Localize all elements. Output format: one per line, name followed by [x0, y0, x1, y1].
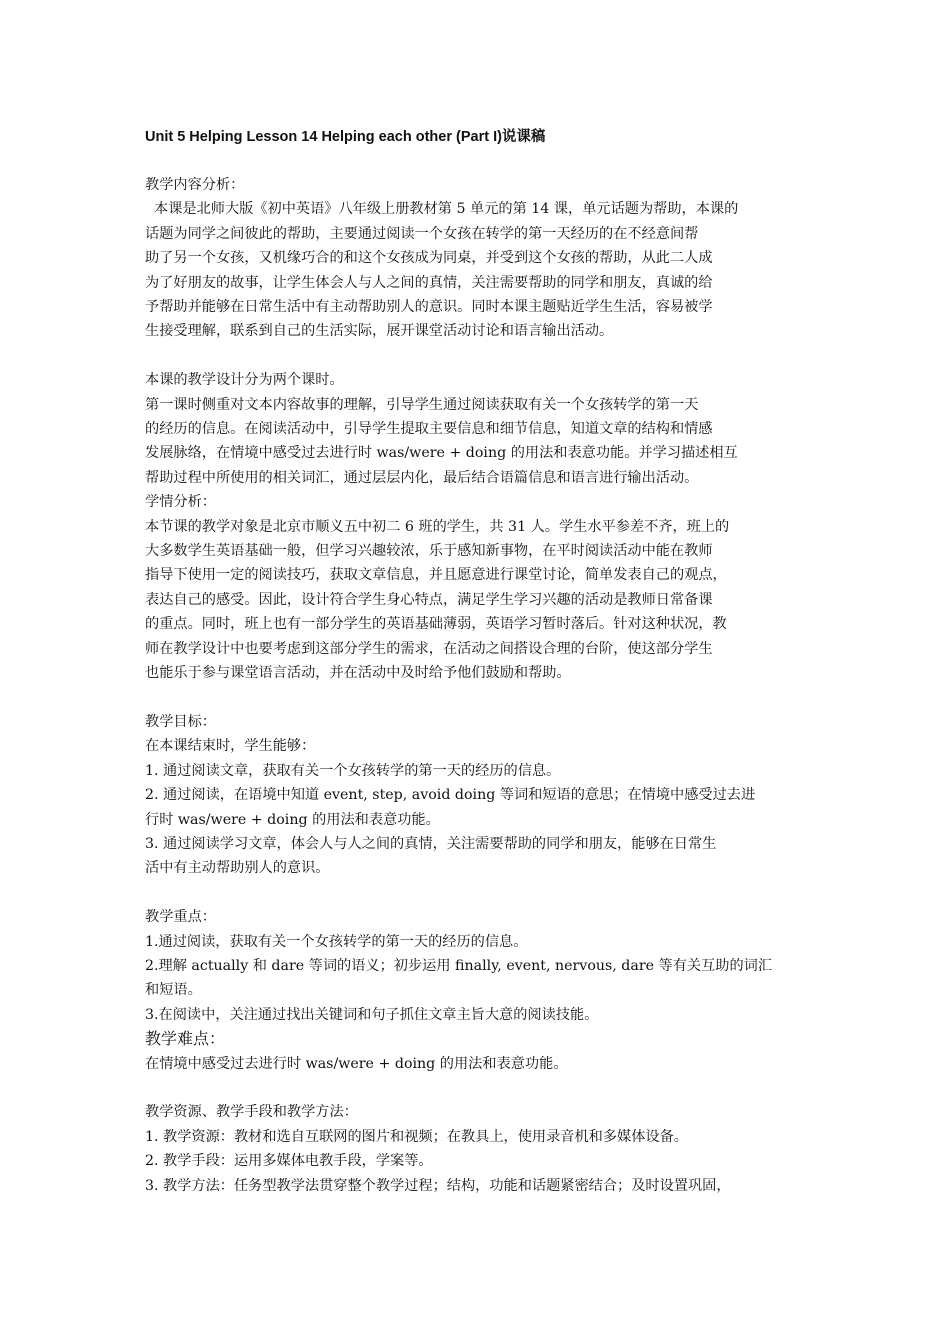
text-line: 指导下使用一定的阅读技巧，获取文章信息，并且愿意进行课堂讨论，简单发表自己的观点，: [145, 567, 727, 584]
text-line: 的经历的信息。在阅读活动中，引导学生提取主要信息和细节信息，知道文章的结构和情感: [145, 421, 713, 438]
text-line: 3.在阅读中，关注通过找出关键词和句子抓住文章主旨大意的阅读技能。: [145, 1006, 599, 1023]
text-line: 2. 通过阅读，在语境中知道 event, step, avoid doing 等词和短语的意思；在情境中感受过去进: [145, 787, 756, 804]
document-body: [145, 125, 810, 1198]
text-line: 3. 教学方法：任务型教学法贯穿整个教学过程；结构，功能和话题紧密结合；及时设置巩固，: [145, 1177, 731, 1194]
text-line: 在本课结束时，学生能够：: [145, 738, 316, 755]
text-line: 帮助过程中所使用的相关词汇，通过层层内化，最后结合语篇信息和语言进行输出活动。: [145, 469, 699, 486]
text-line: 教学重点：: [145, 909, 216, 926]
blank-line: [145, 686, 810, 710]
text-line: 也能乐于参与课堂语言活动，并在活动中及时给予他们鼓励和帮助。: [145, 665, 571, 682]
text-line: 本课的教学设计分为两个课时。: [145, 372, 344, 389]
text-line: 2.理解 actually 和 dare 等词的语义；初步运用 finally, event, nervous, dare 等有关互助的词汇: [145, 957, 773, 974]
text-line: 生接受理解，联系到自己的生活实际，展开课堂活动讨论和语言输出活动。: [145, 323, 614, 340]
text-line: 1. 通过阅读文章，获取有关一个女孩转学的第一天的经历的信息。: [145, 762, 561, 779]
blank-line: [145, 1076, 810, 1100]
text-line: 教学目标：: [145, 713, 216, 730]
text-line: 和短语。: [145, 982, 202, 999]
text-line: 教学资源、教学手段和教学方法：: [145, 1104, 358, 1121]
text-line: 教学内容分析：: [145, 177, 245, 193]
text-line: 表达自己的感受。因此，设计符合学生身心特点，满足学生学习兴趣的活动是教师日常备课: [145, 591, 713, 608]
text-line: 予帮助并能够在日常生活中有主动帮助别人的意识。同时本课主题贴近学生生活，容易被学: [145, 299, 713, 316]
text-line: 为了好朋友的故事，让学生体会人与人之间的真情，关注需要帮助的同学和朋友，真诚的给: [145, 274, 713, 291]
text-line: 1.通过阅读，获取有关一个女孩转学的第一天的经历的信息。: [145, 933, 528, 950]
text-line: 行时 was/were + doing 的用法和表意功能。: [145, 811, 440, 828]
text-line: 1. 教学资源：教材和选自互联网的图片和视频；在教具上，使用录音机和多媒体设备。: [145, 1128, 688, 1145]
document-text: [145, 173, 810, 1198]
text-line: 3. 通过阅读学习文章，体会人与人之间的真情，关注需要帮助的同学和朋友，能够在日常生: [145, 835, 717, 852]
blank-line: [145, 344, 810, 368]
text-line: 发展脉络，在情境中感受过去进行时 was/were + doing 的用法和表意功能。并学习描述相互: [145, 445, 738, 462]
text-line: 的重点。同时，班上也有一部分学生的英语基础薄弱，英语学习暂时落后。针对这种状况，教: [145, 616, 727, 633]
text-line: 本节课的教学对象是北京市顺义五中初二 6 班的学生，共 31 人。学生水平参差不齐，班上的: [145, 518, 730, 535]
blank-line: [145, 881, 810, 905]
text-line: 在情境中感受过去进行时 was/were + doing 的用法和表意功能。: [145, 1055, 568, 1072]
text-line: 第一课时侧重对文本内容故事的理解，引导学生通过阅读获取有关一个女孩转学的第一天: [145, 396, 699, 413]
text-line: 大多数学生英语基础一般，但学习兴趣较浓，乐于感知新事物，在平时阅读活动中能在教师: [145, 543, 713, 560]
text-line: 本课是北师大版《初中英语》八年级上册教材第 5 单元的第 14 课，单元话题为帮助，本课的: [145, 201, 739, 218]
text-line: 话题为同学之间彼此的帮助，主要通过阅读一个女孩在转学的第一天经历的在不经意间帮: [145, 225, 699, 242]
text-line: 助了另一个女孩，又机缘巧合的和这个女孩成为同桌，并受到这个女孩的帮助，从此二人成: [145, 250, 713, 267]
text-line: 师在教学设计中也要考虑到这部分学生的需求，在活动之间搭设合理的台阶，使这部分学生: [145, 640, 713, 657]
text-line: 学情分析：: [145, 494, 216, 511]
text-line: 活中有主动帮助别人的意识。: [145, 860, 330, 877]
text-line: 教学难点：: [145, 1029, 226, 1049]
document-title: Unit 5 Helping Lesson 14 Helping each other (Part I)说课稿: [145, 129, 546, 145]
text-line: 2. 教学手段：运用多媒体电教手段，学案等。: [145, 1153, 433, 1170]
